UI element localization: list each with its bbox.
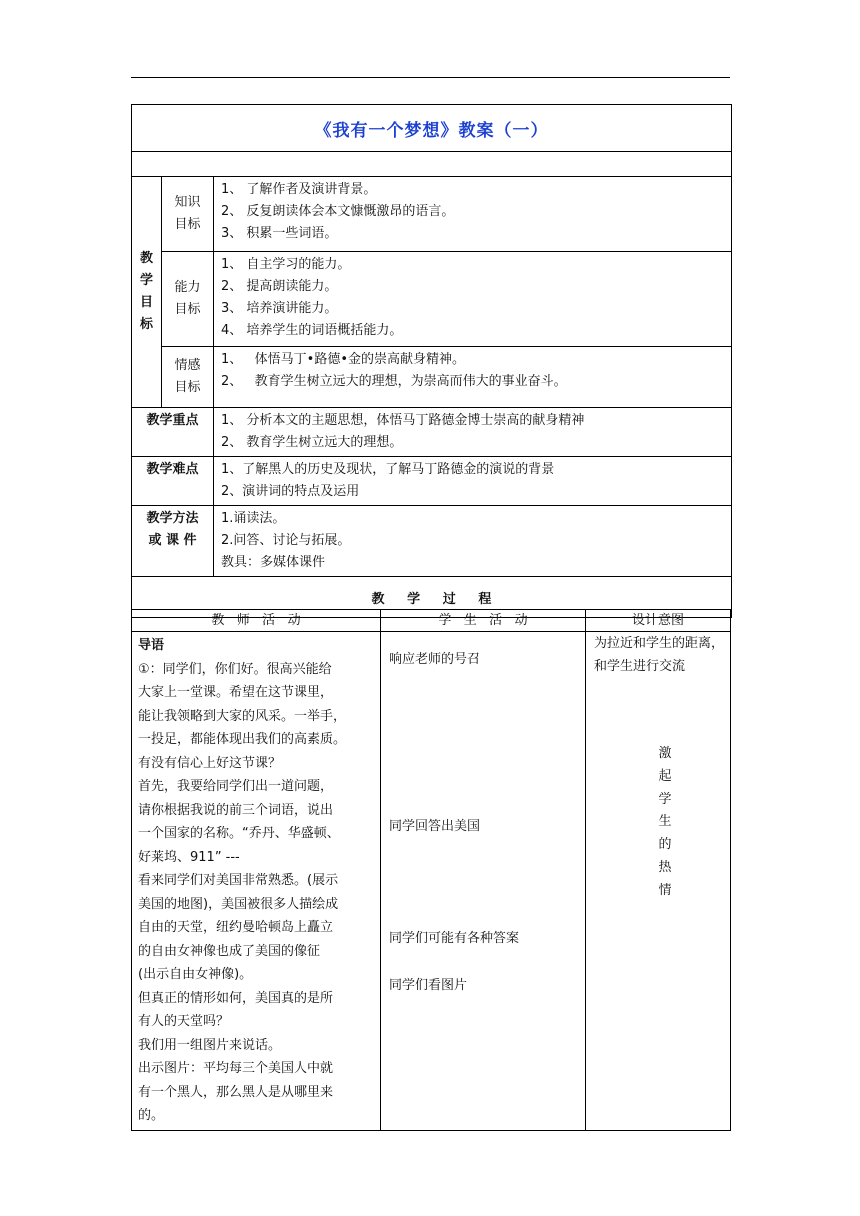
ability-item: 4、 培养学生的词语概括能力。: [221, 323, 403, 338]
student-response: 同学回答出美国: [389, 819, 481, 834]
difficulties-items: [214, 457, 732, 506]
ability-item: 3、 培养演讲能力。: [221, 301, 338, 316]
emotion-label-line: 情感: [174, 358, 201, 373]
teacher-line: 请你根据我说的前三个词语，说出: [138, 802, 334, 818]
teacher-line: (出示自由女神像)。: [138, 967, 253, 982]
teacher-line: 的自由女神像也成了美国的像征: [138, 943, 321, 959]
teacher-activity: [132, 632, 381, 1131]
knowledge-label-line: 目标: [174, 217, 201, 232]
ability-label-line: 目标: [174, 302, 201, 317]
emotion-label-line: 目标: [174, 380, 201, 395]
method-item: 教具：多媒体课件: [221, 555, 326, 570]
teacher-line: 的。: [138, 1108, 165, 1123]
objectives-label-char: 学: [139, 273, 153, 288]
knowledge-items: [214, 177, 732, 252]
difficulty-item: 2、演讲词的特点及运用: [221, 484, 360, 499]
intent-char: 起: [658, 768, 672, 784]
methods-label-line: 或 课 件: [148, 533, 197, 548]
difficulties-label: 教学难点: [132, 457, 214, 506]
design-intent: [586, 632, 731, 1131]
teacher-line: ①：同学们，你们好。很高兴能给: [138, 661, 332, 677]
teacher-line: 能让我领略到大家的风采。一举手，: [138, 708, 347, 724]
emotion-label: [162, 347, 214, 408]
method-item: 1.诵读法。: [221, 511, 286, 526]
teacher-line: 一个国家的名称。“乔丹、华盛顿、: [138, 826, 340, 841]
emotion-items: [214, 347, 732, 408]
ability-items: [214, 252, 732, 347]
teacher-line: 我们用一组图片来说话。: [138, 1037, 282, 1053]
objectives-label: [132, 177, 162, 408]
intent-char: 激: [658, 746, 672, 761]
intent-char: 生: [658, 814, 672, 830]
ability-item: 1、 自主学习的能力。: [221, 257, 351, 272]
objectives-label-char: 标: [139, 317, 153, 332]
blank-row: [132, 152, 732, 177]
lesson-plan-table: [131, 104, 732, 618]
objectives-label-char: 目: [139, 295, 153, 310]
methods-items: [214, 506, 732, 577]
intent-char: 情: [658, 882, 672, 898]
ability-label: [162, 252, 214, 347]
intent-char: 的: [658, 837, 672, 853]
key-point-item: 2、 教育学生树立远大的理想。: [221, 435, 403, 450]
emotion-item: 1、 体悟马丁•路德•金的崇高献身精神。: [221, 352, 466, 367]
key-points-label: 教学重点: [132, 408, 214, 457]
header-rule: [131, 77, 730, 78]
key-point-item: 1、 分析本文的主题思想，体悟马丁路德金博士崇高的献身精神: [221, 413, 585, 428]
teacher-line: 首先，我要给同学们出一道问题，: [138, 779, 334, 794]
teacher-activity-header: 教 师 活 动: [132, 610, 381, 632]
intent-char: 学: [658, 791, 672, 807]
design-intent-header: 设计意图: [586, 610, 731, 632]
objectives-label-char: 教: [139, 251, 153, 266]
teacher-line: 看来同学们对美国非常熟悉。(展示: [138, 873, 339, 888]
teacher-line: 大家上一堂课。希望在这节课里，: [138, 685, 334, 700]
teacher-line: 有没有信心上好这节课？: [138, 755, 282, 771]
process-table: [131, 609, 731, 1131]
teacher-line: 但真正的情形如何，美国真的是所: [138, 990, 334, 1006]
teacher-line: 有一个黑人，那么黑人是从哪里来: [138, 1084, 334, 1100]
intro-heading: 导语: [138, 638, 165, 653]
teacher-line: 出示图片：平均每三个美国人中就: [138, 1061, 334, 1076]
intent-char: 热: [658, 859, 672, 875]
knowledge-item: 3、 积累一些词语。: [221, 226, 338, 241]
teacher-line: 美国的地图)，美国被很多人描绘成: [138, 896, 339, 912]
methods-label-line: 教学方法: [146, 511, 199, 526]
student-activity-header: 学 生 活 动: [381, 610, 586, 632]
page-title: 《我有一个梦想》教案（一）: [132, 105, 732, 152]
intent-text: 为拉近和学生的距离，和学生进行交流: [594, 636, 725, 674]
key-points-items: [214, 408, 732, 457]
method-item: 2.问答、讨论与拓展。: [221, 533, 351, 548]
student-response: 响应老师的号召: [389, 652, 481, 667]
intent-vertical-text: [654, 743, 676, 903]
difficulty-item: 1、了解黑人的历史及现状，了解马丁路德金的演说的背景: [221, 462, 555, 477]
teacher-line: 一投足，都能体现出我们的高素质。: [138, 732, 347, 747]
teacher-line: 好莱坞、911” ---: [138, 849, 240, 865]
emotion-item: 2、 教育学生树立远大的理想，为崇高而伟大的事业奋斗。: [221, 374, 567, 389]
teacher-line: 有人的天堂吗？: [138, 1014, 230, 1029]
knowledge-item: 1、 了解作者及演讲背景。: [221, 182, 377, 197]
knowledge-item: 2、 反复朗读体会本文慷慨激昂的语言。: [221, 204, 455, 219]
ability-label-line: 能力: [174, 280, 201, 295]
ability-item: 2、 提高朗读能力。: [221, 279, 338, 294]
student-response: 同学们看图片: [389, 978, 468, 993]
student-activity: [381, 632, 586, 1131]
student-response: 同学们可能有各种答案: [389, 931, 520, 946]
teacher-line: 自由的天堂，纽约曼哈顿岛上矗立: [138, 920, 334, 935]
methods-label: [132, 506, 214, 577]
knowledge-label: [162, 177, 214, 252]
knowledge-label-line: 知识: [174, 195, 201, 210]
process-title-text: 教 学 过 程: [371, 591, 492, 607]
